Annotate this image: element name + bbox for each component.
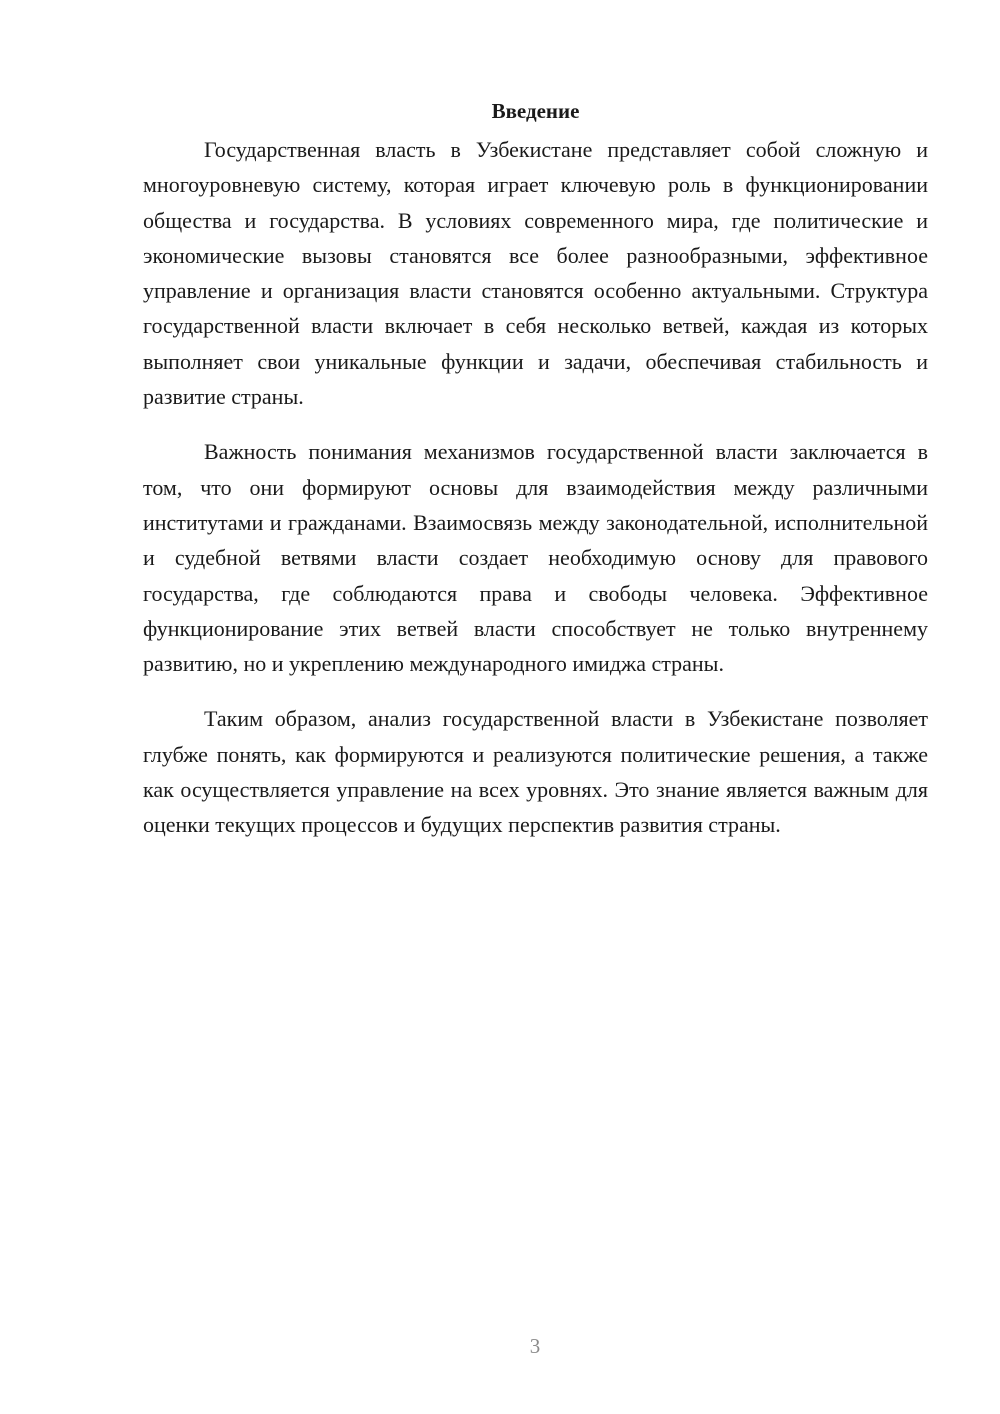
- page-content: [143, 96, 928, 863]
- section-title: Введение: [491, 99, 580, 123]
- paragraph-3: Таким образом, анализ государственной власти в Узбекистане позволяет глубже понять, как формируются и реализуются политические решения, а также как осуществляется управление на всех уровнях. Это знание является важным для оценки текущих процессов и будущих перспектив развития страны.: [143, 706, 928, 838]
- page-number: 3: [529, 1334, 541, 1358]
- paragraph-2: Важность понимания механизмов государственной власти заключается в том, что они формируют основы для взаимодействия между различными институтами и гражданами. Взаимосвязь между законодательной, исполнительной и судебной ветвями власти создает необходимую основу для правового государства, где соблюдаются права и свободы человека. Эффективное функционирование этих ветвей власти способствует не только внутреннему развитию, но и укреплению международного имиджа страны.: [143, 439, 928, 677]
- paragraph-1: Государственная власть в Узбекистане представляет собой сложную и многоуровневую систему, которая играет ключевую роль в функционировании общества и государства. В условиях современного мира, где политические и экономические вызовы становятся все более разнообразными, эффективное управление и организация власти становятся особенно актуальными. Структура государственной власти включает в себя несколько ветвей, каждая из которых выполняет свои уникальные функции и задачи, обеспечивая стабильность и развитие страны.: [143, 137, 928, 410]
